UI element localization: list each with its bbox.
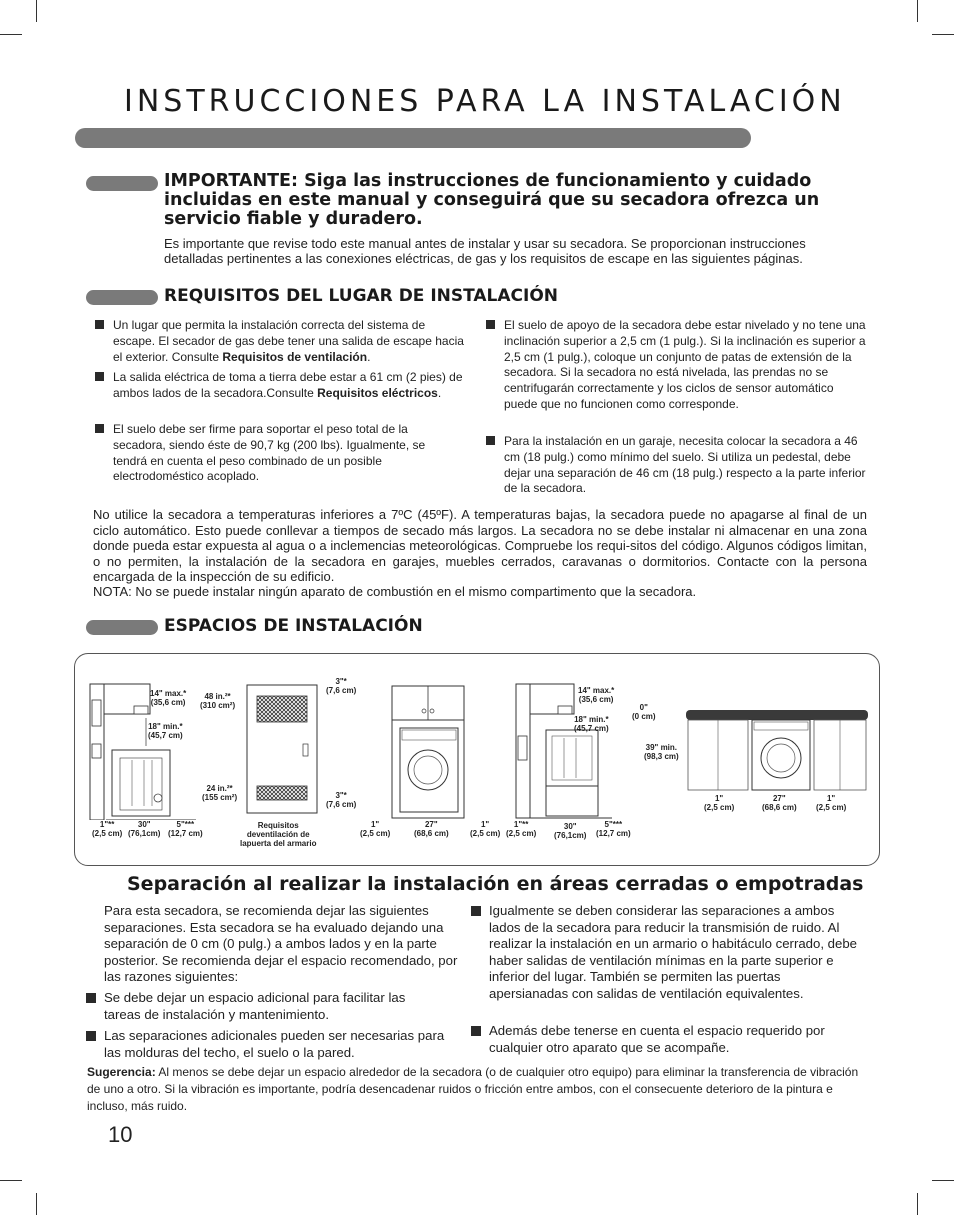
dim-text: (2,5 cm): [470, 829, 501, 838]
dim-label: [470, 820, 500, 838]
dim-text: 1": [480, 820, 490, 829]
section-pill: [86, 176, 158, 191]
list-item: [113, 370, 465, 402]
list-item-text: La salida eléctrica de toma a tierra debe estar a 61 cm (2 pies) de ambos lados de la secadora.Consulte: [113, 370, 463, 400]
list-item: [113, 422, 453, 485]
list-item-text: Se debe dejar un espacio adicional para facilitar las tareas de instalación y mantenimiento.: [104, 990, 406, 1022]
dim-label: [200, 692, 235, 710]
closet-door-diagram: [244, 682, 324, 816]
dim-label: [704, 794, 734, 812]
section-pill: [86, 290, 158, 305]
dim-text: (68,6 cm): [762, 803, 797, 812]
dim-text: 5"***: [176, 820, 195, 829]
dim-text: 1": [370, 820, 380, 829]
dim-text: (76,1cm): [128, 829, 161, 838]
section-pill: [86, 620, 158, 635]
list-item-text: Para la instalación en un garaje, necesita colocar la secadora a 46 cm (18 pulg.) como mínimo del suelo. Si utiliza un pedestal, debe dejar una separación de 46 cm (18 pulg.) respecto a la parte inferior de la secadora.: [504, 434, 866, 496]
dim-text: 30": [563, 822, 577, 831]
dim-label: [326, 791, 356, 809]
crop-mark: [917, 1193, 918, 1215]
dim-label: [150, 689, 186, 707]
list-item-text: Las separaciones adicionales pueden ser necesarias para las molduras del techo, el suelo o la pared.: [104, 1028, 445, 1060]
list-item: [489, 1023, 845, 1056]
crop-mark: [932, 34, 954, 35]
dim-label: [574, 715, 609, 733]
dim-label: [128, 820, 160, 838]
dim-text: (155 cm²): [202, 793, 238, 802]
spaces-heading: ESPACIOS DE INSTALACIÓN: [164, 616, 423, 636]
list-item: [489, 903, 861, 1003]
list-item: [113, 318, 465, 365]
dim-text: (2,5 cm): [816, 803, 847, 812]
dim-label: [148, 722, 183, 740]
dim-text: 30": [137, 820, 151, 829]
dim-text: (2,5 cm): [360, 829, 391, 838]
tip-label: Sugerencia:: [87, 1065, 156, 1079]
dim-text: 39" min.: [645, 743, 678, 752]
enclosed-intro: Para esta secadora, se recomienda dejar las siguientes separaciones. Esta secadora se ha evaluado dejando una separación de 0 cm (0 pulg.) a ambos lados y en la parte posterior. Se recomienda dejar el espacio recomendado, por las razones siguientes:: [104, 903, 458, 985]
crop-mark: [917, 0, 918, 22]
dim-text: (12,7 cm): [596, 829, 631, 838]
dim-text: 1"**: [99, 820, 115, 829]
dim-text: 24 in.²*: [206, 784, 233, 793]
dim-text: (0 cm): [632, 712, 656, 721]
dim-label: [414, 820, 449, 838]
dim-label: [644, 743, 679, 761]
dim-text: (7,6 cm): [326, 800, 357, 809]
crop-mark: [36, 0, 37, 22]
dim-label: [168, 820, 203, 838]
enclosed-heading: Separación al realizar la instalación en áreas cerradas o empotradas: [127, 873, 864, 895]
crop-mark: [36, 1193, 37, 1215]
title-bar: [75, 128, 751, 148]
list-item-bold: Requisitos eléctricos: [317, 385, 438, 400]
tip-text: Al menos se debe dejar un espacio alrededor de la secadora (o de cualquier otro equipo) para eliminar la transferencia de vibración de uno a otro. Si la vibración es importante, podría desencadenar ruidos o fricción entre ambos, con el consecuente deterioro de la pintura e incluso, más ruido.: [87, 1065, 859, 1113]
list-item-text: Un lugar que permita la instalación correcta del sistema de escape. El secador de gas debe tener una salida de escape hacia el exterior. Consulte: [113, 318, 464, 364]
list-item-end: .: [367, 349, 371, 364]
dim-text: (7,6 cm): [326, 686, 357, 695]
list-item: [504, 318, 870, 413]
list-item-end: .: [437, 385, 442, 400]
dim-text: 18" min.*: [574, 715, 609, 724]
list-item: [504, 434, 870, 497]
dim-text: (45,7 cm): [574, 724, 609, 733]
dim-text: 0": [639, 703, 648, 712]
dim-label: [360, 820, 390, 838]
dim-text: 1": [826, 794, 836, 803]
important-heading-text: : Siga las instrucciones de funcionamiento y cuidado incluidas en este manual y conseguirá que su secadora ofrezca un servicio fiable y duradero.: [164, 171, 820, 229]
dim-text: (12,7 cm): [168, 829, 203, 838]
list-item-bold: Requisitos de ventilación: [222, 349, 368, 364]
list-item-text: El suelo debe ser firme para soportar el peso total de la secadora, siendo éste de 90,7 kg (200 lbs). Igualmente, se tendrá en cuenta el peso combinado de un posible electrodoméstico acoplado.: [113, 422, 426, 484]
temperature-paragraph: No utilice la secadora a temperaturas inferiores a 7ºC (45ºF). A temperaturas bajas, la secadora puede no apagarse al final de un ciclo automático. Esto puede conllevar a tiempos de secado más largos. La secadora no se debe instalar ni almacenar en una zona donde pueda estar expuesta al agua o a inclemencias meteorológicas. Compruebe los requi-sitos del código. Algunos códigos limitan, o no permiten, la instalación de la secadora en garajes, muebles cerrados, caravanas o dormitorios. Contacte con la persona encargada de la inspección de su edificio.: [93, 507, 867, 585]
list-item: [104, 990, 444, 1023]
dim-text: (2,5 cm): [92, 829, 123, 838]
nota-text: NOTA: No se puede instalar ningún aparato de combustión en el mismo compartimento que la secadora.: [93, 584, 697, 599]
crop-mark: [0, 1180, 22, 1181]
site-requirements-heading: REQUISITOS DEL LUGAR DE INSTALACIÓN: [164, 286, 559, 306]
dim-text: 14" max.*: [578, 686, 615, 695]
dim-label: [506, 820, 536, 838]
dim-text: 3"*: [335, 677, 347, 686]
dim-label: [578, 686, 614, 704]
page-title: INSTRUCCIONES PARA LA INSTALACIÓN: [124, 84, 846, 119]
dim-text: (2,5 cm): [704, 803, 735, 812]
dim-text: (68,6 cm): [414, 829, 449, 838]
dim-text: (98,3 cm): [644, 752, 679, 761]
important-heading: [164, 172, 884, 229]
list-item: [104, 1028, 454, 1061]
dim-text: 1": [714, 794, 724, 803]
dim-text: 18" min.*: [148, 722, 183, 731]
dim-label: [202, 784, 237, 802]
dim-label: [632, 703, 656, 721]
diagram-caption: [240, 821, 316, 848]
important-body: Es importante que revise todo este manual antes de instalar y usar su secadora. Se proporcionan instrucciones detalladas pertinentes a las conexiones eléctricas, de gas y los requisitos de escape en las siguientes páginas.: [164, 236, 806, 266]
caption-text: Requisitos: [257, 821, 299, 830]
dim-text: (35,6 cm): [150, 698, 186, 707]
list-item-text: Igualmente se deben considerar las separaciones a ambos lados de la secadora para reducir la transmisión de ruido. Al realizar la instalación en un armario o habitáculo cerrado, debe haber salidas de ventilación mínimas en la parte superior e inferior del lugar. También se permiten las puertas apersianadas con salidas de ventilación equivalentes.: [489, 903, 858, 1001]
crop-mark: [0, 34, 22, 35]
page-number: 10: [108, 1122, 133, 1147]
caption-text: deventilación de: [246, 830, 310, 839]
caption-text: lapuerta del armario: [240, 839, 317, 848]
dim-text: 1"**: [513, 820, 529, 829]
closet-front-diagram: [388, 682, 478, 820]
dim-text: 27": [772, 794, 786, 803]
counter-front-diagram: [684, 708, 870, 792]
dim-label: [92, 820, 122, 838]
dim-text: (2,5 cm): [506, 829, 537, 838]
dim-label: [554, 822, 586, 840]
tip-paragraph: [87, 1064, 861, 1114]
dim-label: [762, 794, 797, 812]
dim-text: (76,1cm): [554, 831, 587, 840]
list-item-text: Además debe tenerse en cuenta el espacio requerido por cualquier otro aparato que se acompañe.: [489, 1023, 825, 1055]
dim-text: 48 in.²*: [204, 692, 231, 701]
dim-label: [596, 820, 631, 838]
dim-text: (35,6 cm): [578, 695, 614, 704]
dim-label: [326, 677, 356, 695]
dim-text: 3"*: [335, 791, 347, 800]
dim-label: [816, 794, 846, 812]
dim-text: 14" max.*: [150, 689, 187, 698]
crop-mark: [932, 1180, 954, 1181]
dim-text: (45,7 cm): [148, 731, 183, 740]
dim-text: (310 cm²): [200, 701, 236, 710]
dim-text: 5"***: [604, 820, 623, 829]
important-label: IMPORTANTE: [164, 171, 291, 191]
dim-text: 27": [424, 820, 438, 829]
list-item-text: El suelo de apoyo de la secadora debe estar nivelado y no tene una inclinación superior a 2,5 cm (1 pulg.). Si la inclinación es superior a 2,5 cm (1 pulg.), coloque un conjunto de patas de extensión de la secadora. Si la secadora no está nivelada, las prendas no se centrifugarán correctamente y los ciclos de sensor automático puede que no funcionen como corresponde.: [504, 318, 866, 411]
